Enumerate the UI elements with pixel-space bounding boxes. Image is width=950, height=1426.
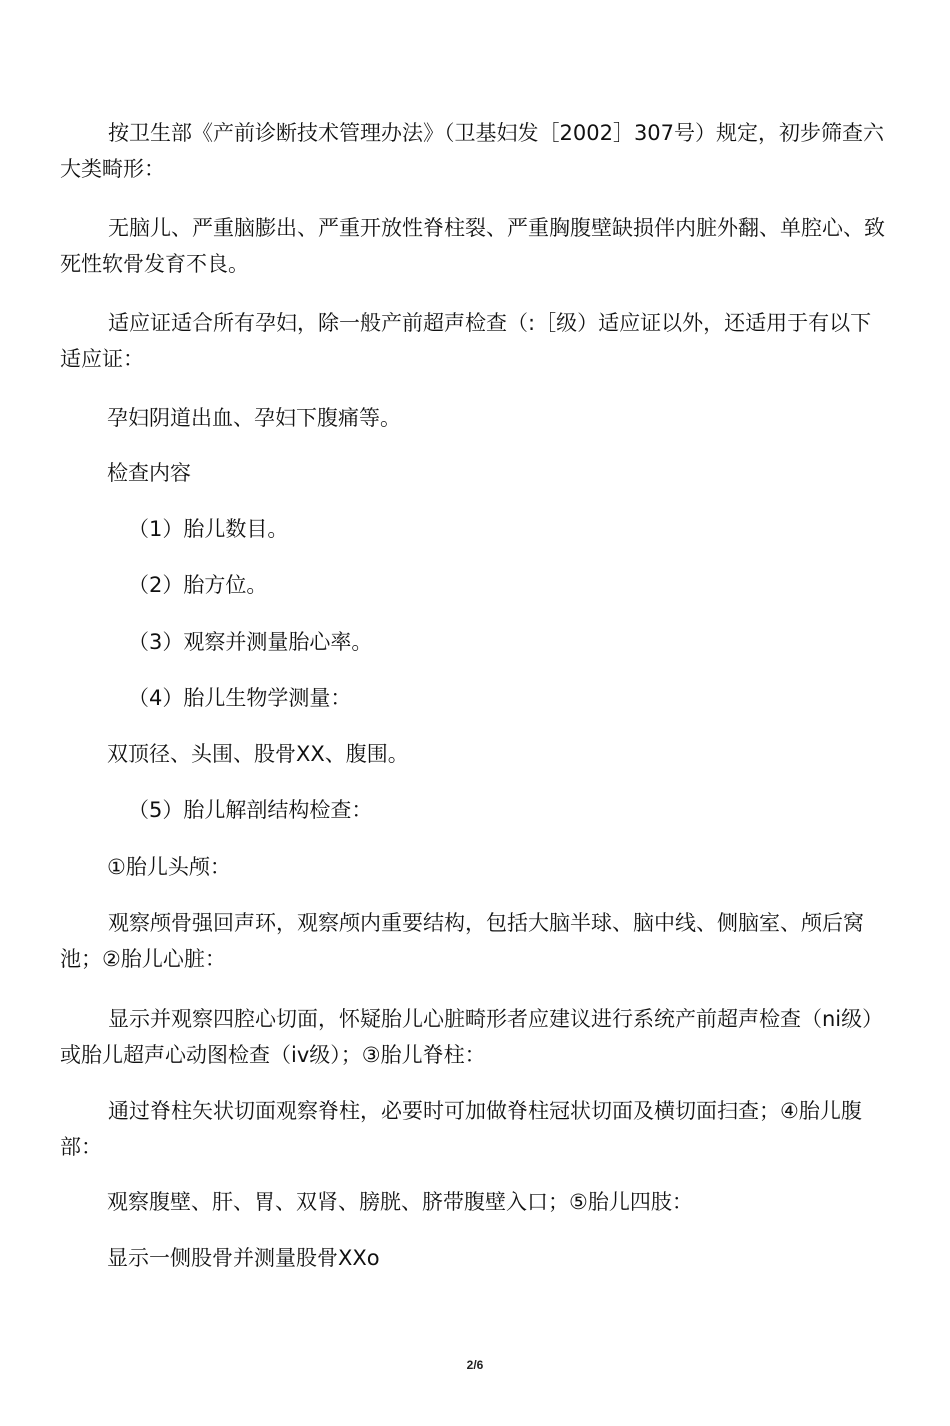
list-item-fetal-position: （2）胎方位。 (128, 573, 268, 597)
paragraph-indication-list: 孕妇阴道出血、孕妇下腹痛等。 (107, 406, 401, 430)
paragraph-fetal-skull: ①胎儿头颅： (107, 855, 231, 879)
paragraph-skull-observation: 观察颅骨强回声环，观察颅内重要结构，包括大脑半球、脑中线、侧脑室、颅后窝池；②胎儿心脏： (60, 911, 864, 971)
paragraph-indications: 适应证适合所有孕妇，除一般产前超声检查（:［级）适应证以外，还适用于有以下适应证： (60, 311, 872, 371)
paragraph-spine-observation: 通过脊柱矢状切面观察脊柱，必要时可加做脊柱冠状切面及横切面扫查；④胎儿腹部： (60, 1099, 862, 1159)
list-item-fetal-number: （1）胎儿数目。 (128, 517, 289, 541)
section-heading-exam-content: 检查内容 (107, 461, 191, 485)
list-item-biometry: （4）胎儿生物学测量： (128, 686, 352, 710)
paragraph-screening-regulation: 按卫生部《产前诊断技术管理办法》（卫基妇发［2002］307号）规定，初步筛查六大类畸形： (60, 121, 885, 181)
paragraph-heart-observation: 显示并观察四腔心切面，怀疑胎儿心脏畸形者应建议进行系统产前超声检查（ni级）或胎儿超声心动图检查（iv级）；③胎儿脊柱： (60, 1007, 884, 1067)
paragraph-six-malformations: 无脑儿、严重脑膨出、严重开放性脊柱裂、严重胸腹壁缺损伴内脏外翻、单腔心、致死性软骨发育不良。 (60, 216, 885, 276)
list-item-anatomy: （5）胎儿解剖结构检查： (128, 798, 373, 822)
list-item-fetal-heart-rate: （3）观察并测量胎心率。 (128, 630, 373, 654)
paragraph-abdomen-observation: 观察腹壁、肝、胃、双肾、膀胱、脐带腹壁入口；⑤胎儿四肢： (107, 1190, 693, 1214)
paragraph-biometry-items: 双顶径、头围、股骨XX、腹围。 (107, 742, 409, 766)
paragraph-limbs-observation: 显示一侧股骨并测量股骨XXo (107, 1246, 380, 1270)
page-number: 2/6 (466, 1358, 484, 1372)
